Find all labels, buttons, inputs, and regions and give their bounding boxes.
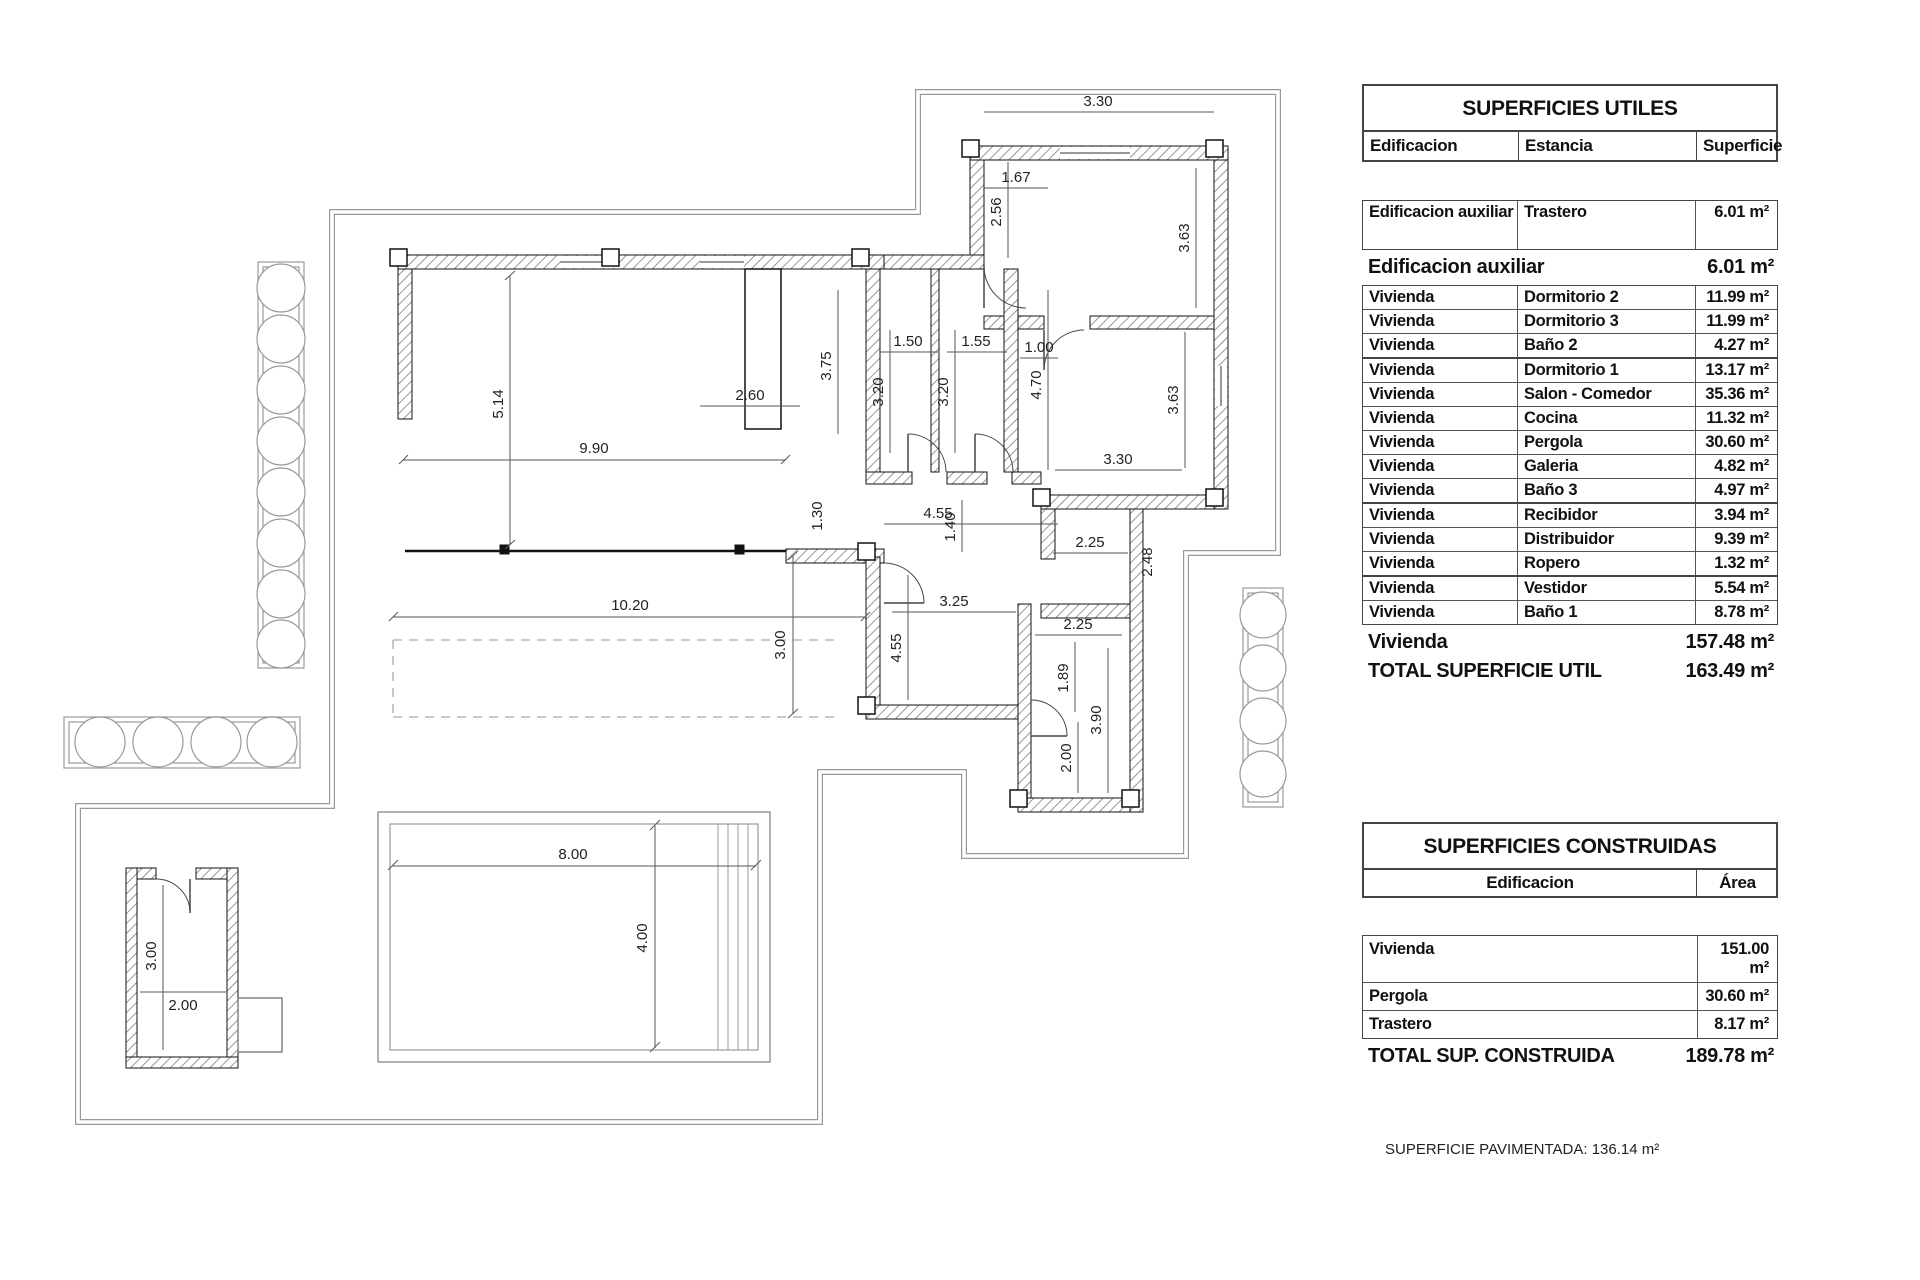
- dimension-label: 3.90: [1088, 705, 1105, 735]
- dimension-label: 3.00: [143, 941, 160, 971]
- dimension-label: 3.63: [1165, 385, 1182, 415]
- dimension-label: 4.00: [634, 923, 651, 953]
- dimension-label: 4.55: [923, 505, 953, 522]
- dimension-label: 2.25: [1075, 534, 1105, 551]
- dimension-label: 1.40: [942, 512, 959, 542]
- subtotal-row: [1362, 625, 1778, 660]
- table-row: Vivienda Cocina 11.32 m²: [1363, 406, 1777, 430]
- tree-row-bottom-left: [64, 717, 300, 768]
- dimension-label: 2.60: [735, 387, 765, 404]
- table-row: Vivienda Baño 1 8.78 m²: [1363, 600, 1777, 624]
- dimension-label: 1.55: [961, 333, 991, 350]
- tree-row-right: [1240, 588, 1286, 807]
- table-row: Vivienda 151.00 m²: [1363, 936, 1777, 982]
- table-title: SUPERFICIES UTILES: [1362, 84, 1778, 132]
- dimension-label: 1.00: [1024, 339, 1054, 356]
- dimension-label: 3.20: [935, 377, 952, 407]
- table-title: SUPERFICIES CONSTRUIDAS: [1362, 822, 1778, 870]
- dimension-label: 1.50: [893, 333, 923, 350]
- cell-estancia: Trastero: [1517, 201, 1695, 249]
- dimension-label: 2.00: [1058, 743, 1075, 773]
- dimension-label: 3.00: [772, 630, 789, 660]
- table-row: [1363, 201, 1777, 249]
- table-header-row: [1362, 132, 1783, 162]
- dimension-label: 5.14: [490, 389, 507, 419]
- total-value: 189.78 m²: [1685, 1045, 1774, 1067]
- dimension-label: 2.56: [988, 197, 1005, 227]
- table-row: Vivienda Galeria 4.82 m²: [1363, 454, 1777, 478]
- subtotal-label: Edificacion auxiliar: [1368, 256, 1545, 278]
- open-edges: [405, 545, 786, 554]
- construidas-rows: [1362, 935, 1778, 1039]
- table-row: Vivienda Salon - Comedor 35.36 m²: [1363, 382, 1777, 406]
- windows: [560, 147, 1227, 406]
- kitchen-divider-wall: [745, 269, 781, 429]
- table-row: Vivienda Distribuidor 9.39 m²: [1363, 527, 1777, 551]
- dimension-label: 4.70: [1028, 370, 1045, 400]
- subtotal-label: Vivienda: [1368, 631, 1448, 653]
- total-row: [1362, 1039, 1778, 1074]
- dimension-label: 3.25: [939, 593, 969, 610]
- dimension-label: 3.30: [1083, 93, 1113, 110]
- table-row: Vivienda Dormitorio 2 11.99 m²: [1363, 286, 1777, 309]
- dimension-label: 10.20: [611, 597, 649, 614]
- dimension-label: 2.00: [168, 997, 198, 1014]
- paved-surface-note: SUPERFICIE PAVIMENTADA: 136.14 m²: [1385, 1141, 1660, 1158]
- table-row: Vivienda Dormitorio 3 11.99 m²: [1363, 309, 1777, 333]
- cell-edificacion: Edificacion auxiliar: [1369, 203, 1514, 221]
- vivienda-rows: [1362, 285, 1778, 625]
- table-header-row: [1362, 870, 1778, 898]
- total-label: TOTAL SUPERFICIE UTIL: [1368, 660, 1602, 682]
- dimension-label: 4.55: [888, 633, 905, 663]
- tree-row-left: [257, 262, 305, 668]
- table-row: Vivienda Baño 2 4.27 m²: [1363, 333, 1777, 357]
- column-header: Edificacion: [1370, 136, 1458, 155]
- table-row: Vivienda Dormitorio 1 13.17 m²: [1363, 357, 1777, 382]
- dimension-label: 1.89: [1055, 663, 1072, 693]
- total-row: [1362, 660, 1778, 689]
- superficies-construidas-table: [1362, 822, 1778, 1074]
- table-row: Vivienda Ropero 1.32 m²: [1363, 551, 1777, 575]
- dimension-label: 9.90: [579, 440, 609, 457]
- column-header: Edificacion: [1486, 873, 1574, 892]
- table-row: Vivienda Pergola 30.60 m²: [1363, 430, 1777, 454]
- cell-superficie: 6.01 m²: [1695, 201, 1775, 249]
- dimension-label: 2.48: [1139, 547, 1156, 577]
- subtotal-row: [1362, 250, 1778, 285]
- total-value: 163.49 m²: [1685, 660, 1774, 682]
- dimension-label: 2.25: [1063, 616, 1093, 633]
- table-row: Pergola 30.60 m²: [1363, 982, 1777, 1010]
- column-header: Área: [1696, 870, 1778, 896]
- dimension-label: 8.00: [558, 846, 588, 863]
- dimension-label: 3.20: [870, 377, 887, 407]
- table-row: Trastero 8.17 m²: [1363, 1010, 1777, 1038]
- table-row: Vivienda Recibidor 3.94 m²: [1363, 502, 1777, 527]
- column-header: Estancia: [1518, 132, 1696, 160]
- total-label: TOTAL SUP. CONSTRUIDA: [1368, 1045, 1615, 1067]
- superficies-utiles-table: [1362, 84, 1783, 689]
- dimension-label: 1.67: [1001, 169, 1031, 186]
- table-row: Vivienda Vestidor 5.54 m²: [1363, 575, 1777, 600]
- door-arc: [156, 879, 190, 913]
- dimension-label: 3.75: [818, 351, 835, 381]
- subtotal-value: 6.01 m²: [1707, 256, 1774, 278]
- table-row: Vivienda Baño 3 4.97 m²: [1363, 478, 1777, 502]
- dimension-label: 1.30: [809, 501, 826, 531]
- subtotal-value: 157.48 m²: [1685, 631, 1774, 653]
- dimension-label: 3.30: [1103, 451, 1133, 468]
- column-header: Superficie: [1696, 132, 1776, 160]
- trastero-annex-box: [238, 998, 282, 1052]
- dimension-label: 3.63: [1176, 223, 1193, 253]
